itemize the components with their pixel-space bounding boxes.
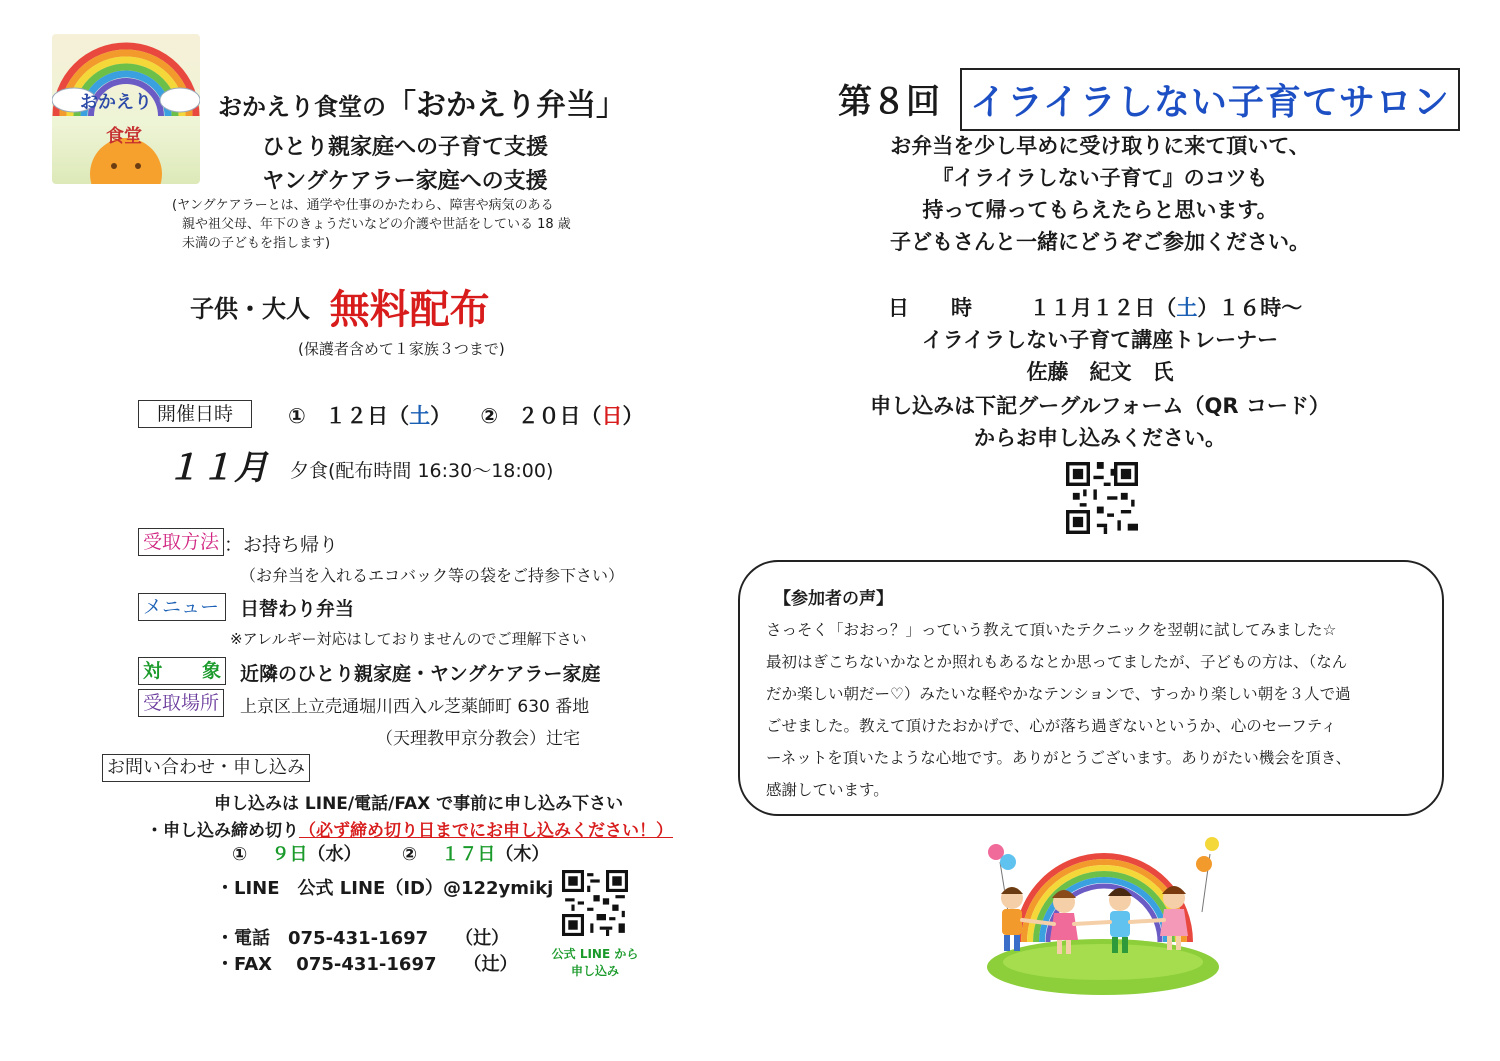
deadline — [146, 816, 673, 841]
apply-line-1: 申し込みは下記グーグルフォーム（QR コード） — [870, 394, 1330, 418]
dinner-time: 夕食(配布時間 16:30～18:00) — [290, 460, 554, 482]
voices-line-3: だか楽しい朝だー♡）みたいな軽やかなテンションで、すっかり楽しい朝を３人で過 — [766, 685, 1351, 703]
voices-text — [766, 614, 1351, 806]
date-1-close: ） — [430, 404, 452, 428]
when-value-b: ）１６時～ — [1197, 296, 1303, 320]
date-num-1: ① — [288, 404, 306, 428]
deadline-1: ９日 — [271, 844, 308, 865]
headline — [218, 80, 626, 124]
deadline-2-dow: （木） — [495, 844, 550, 865]
contact-label: お問い合わせ・申し込み — [102, 754, 310, 782]
voices-title: 【参加者の声】 — [774, 589, 893, 609]
deadline-dates — [232, 840, 549, 866]
intro-line-1: お弁当を少し早めに受け取りに来て頂いて、 — [890, 134, 1310, 158]
qr-caption-1: 公式 LINE から — [551, 947, 639, 961]
menu-label: メニュー — [138, 593, 226, 621]
receive-label: 受取方法 — [138, 528, 224, 556]
event-dates — [288, 400, 644, 430]
menu-value: 日替わり弁当 — [240, 598, 355, 620]
intro-line-2: 『イライラしない子育て』のコツも — [932, 166, 1268, 190]
deadline-2: １７日 — [441, 844, 496, 865]
rainbow-children-illustration — [978, 832, 1228, 997]
support-line-1: ひとり親家庭への子育て支援 — [261, 135, 548, 160]
voices-line-5: ーネットを頂いたような心地です。ありがとうございます。ありがたい機会を頂き、 — [766, 749, 1352, 767]
fax: ・FAX 075-431-1697 （辻） — [216, 954, 518, 975]
target-label-1: 対 — [143, 660, 163, 682]
headline-main: 「おかえり弁当」 — [386, 88, 626, 123]
date-1: １２日 — [325, 404, 389, 428]
free-prefix: 子供・大人 — [190, 295, 310, 323]
voices-line-2: 最初はぎこちないかなとか照れもあるなとか思ってましたが、子どもの方は、（なん — [766, 653, 1348, 671]
trainer-title: イライラしない子育て講座トレーナー — [921, 328, 1279, 352]
date-2: ２０日 — [517, 404, 581, 428]
free-note: (保護者含めて１家族３つまで) — [298, 340, 505, 358]
deadline-num-1: ① — [232, 844, 248, 865]
allergy-note: ※アレルギー対応はしておりませんのでご理解下さい — [230, 630, 587, 648]
headline-prefix: おかえり食堂の — [218, 93, 386, 121]
trainer-name: 佐藤 紀文 氏 — [1026, 360, 1174, 384]
qr-code-icon — [562, 870, 628, 936]
salon-title-text: イライラしない子育てサロン — [960, 68, 1460, 131]
date-1-dow: 土 — [409, 404, 431, 428]
line-id: ・LINE 公式 LINE（ID）@122ymikj — [216, 878, 554, 899]
target-label-2: 象 — [201, 660, 221, 682]
salon-title — [960, 68, 1460, 131]
children-rainbow-icon — [978, 832, 1228, 997]
logo-text-line2: 食堂 — [106, 126, 142, 147]
free-distribution — [190, 278, 490, 335]
intro-line-3: 持って帰ってもらえたらと思います。 — [922, 198, 1278, 222]
date-2-open: （ — [580, 404, 602, 428]
salon-when — [888, 292, 1302, 322]
line-qr-code[interactable] — [562, 870, 628, 936]
qr-code-icon — [1066, 462, 1138, 534]
deadline-1-dow: （水） — [307, 844, 362, 865]
receive-value: ：お持ち帰り — [224, 534, 339, 556]
deadline-warning: （必ず締め切り日までにお申し込みください！） — [299, 821, 673, 841]
date-num-2: ② — [480, 404, 499, 428]
voices-line-4: ごせました。教えて頂けたおかげで、心が落ち過ぎないというか、心のセーフティ — [766, 717, 1337, 735]
google-form-qr-code[interactable] — [1066, 462, 1138, 534]
free-main: 無料配布 — [329, 287, 490, 333]
salon-intro — [860, 130, 1340, 258]
place-value-2: （天理教甲京分教会）辻宅 — [376, 729, 580, 749]
apply-line-2: からお申し込みください。 — [974, 426, 1226, 450]
contact-line: 申し込みは LINE/電話/FAX で事前に申し込み下さい — [214, 794, 624, 814]
when-label: 日 時 — [888, 296, 972, 320]
date-label: 開催日時 — [138, 400, 252, 428]
target-label — [138, 657, 226, 685]
phone: ・電話 075-431-1697 （辻） — [216, 928, 510, 949]
note-line-1: (ヤングケアラーとは、通学や仕事のかたわら、障害や病気のある — [172, 198, 554, 213]
when-value-a: １１月１２日（ — [1029, 296, 1177, 320]
month: １１月 — [166, 448, 268, 488]
note-line-3: 未満の子どもを指します) — [182, 236, 331, 251]
logo-text-line1: おかえり — [80, 92, 152, 113]
voices-line-6: 感謝しています。 — [766, 781, 889, 799]
place-label: 受取場所 — [138, 689, 224, 717]
salon-number: 第８回 — [838, 82, 940, 122]
date-2-close: ） — [622, 404, 644, 428]
note-line-2: 親や祖父母、年下のきょうだいなどの介護や世話をしている 18 歳 — [182, 217, 571, 232]
okaeri-shokudo-logo — [52, 34, 200, 184]
date-1-open: （ — [388, 404, 410, 428]
qr-caption-2: 申し込み — [570, 964, 619, 978]
support-line-2: ヤングケアラー家庭への支援 — [262, 169, 548, 194]
when-dow: 土 — [1176, 296, 1198, 320]
intro-line-4: 子どもさんと一緒にどうぞご参加ください。 — [890, 230, 1310, 254]
deadline-prefix: ・申し込み締め切り — [146, 821, 299, 841]
date-2-dow: 日 — [601, 404, 623, 428]
receive-note: （お弁当を入れるエコバック等の袋をご持参下さい） — [240, 566, 625, 585]
qr-caption — [542, 946, 648, 980]
target-value: 近隣のひとり親家庭・ヤングケアラー家庭 — [240, 663, 601, 685]
voices-line-1: さっそく「おおっ？」っていう教えて頂いたテクニックを翌朝に試してみました☆ — [766, 621, 1337, 639]
young-carer-note — [172, 196, 571, 253]
deadline-num-2: ② — [401, 844, 418, 865]
place-value: 上京区上立売通堀川西入ル芝薬師町 630 番地 — [240, 697, 590, 717]
